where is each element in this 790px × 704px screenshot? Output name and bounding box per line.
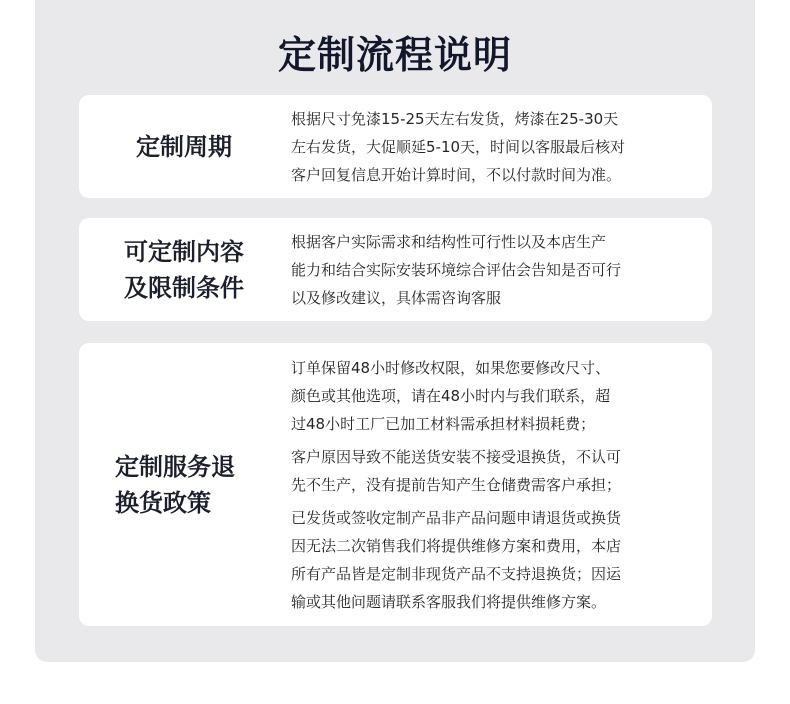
content-panel bbox=[35, 0, 755, 662]
section-paragraph bbox=[291, 105, 694, 189]
section-body bbox=[289, 105, 712, 189]
text-line: 订单保留48小时修改权限，如果您要修改尺寸、 bbox=[291, 358, 611, 377]
section-label bbox=[79, 449, 289, 521]
section-body bbox=[289, 354, 712, 616]
section-label bbox=[79, 234, 289, 306]
text-line: 能力和结合实际安装环境综合评估会告知是否可行 bbox=[291, 260, 622, 279]
section-paragraph bbox=[291, 504, 694, 616]
section-label-line: 定制周期 bbox=[136, 132, 232, 161]
text-line: 颜色或其他选项，请在48小时内与我们联系，超 bbox=[291, 386, 611, 405]
section-card-custom-content bbox=[79, 218, 712, 321]
text-line: 已发货或签收定制产品非产品问题申请退货或换货 bbox=[291, 508, 622, 527]
page-title: 定制流程说明 bbox=[277, 33, 512, 77]
text-line: 客户回复信息开始计算时间，不以付款时间为准。 bbox=[291, 165, 622, 184]
text-line: 以及修改建议，具体需咨询客服 bbox=[291, 288, 502, 307]
section-label bbox=[79, 129, 289, 165]
section-paragraph bbox=[291, 354, 694, 438]
text-line: 根据客户实际需求和结构性可行性以及本店生产 bbox=[291, 232, 607, 251]
text-line: 根据尺寸免漆15-25天左右发货，烤漆在25-30天 bbox=[291, 109, 619, 128]
text-line: 左右发货，大促顺延5-10天，时间以客服最后核对 bbox=[291, 137, 626, 156]
text-line: 输或其他问题请联系客服我们将提供维修方案。 bbox=[291, 592, 607, 611]
section-card-return-policy bbox=[79, 343, 712, 626]
text-line: 过48小时工厂已加工材料需承担材料损耗费； bbox=[291, 414, 596, 433]
section-label-line: 及限制条件 bbox=[124, 273, 244, 302]
section-card-custom-period bbox=[79, 95, 712, 198]
section-label-line: 定制服务退 bbox=[115, 452, 235, 481]
section-label-line: 换货政策 bbox=[115, 488, 211, 517]
text-line: 所有产品皆是定制非现货产品不支持退换货；因运 bbox=[291, 564, 622, 583]
section-body bbox=[289, 228, 712, 312]
text-line: 因无法二次销售我们将提供维修方案和费用，本店 bbox=[291, 536, 622, 555]
text-line: 先不生产，没有提前告知产生仓储费需客户承担； bbox=[291, 475, 622, 494]
section-paragraph bbox=[291, 443, 694, 499]
section-label-line: 可定制内容 bbox=[124, 237, 244, 266]
section-paragraph bbox=[291, 228, 694, 312]
text-line: 客户原因导致不能送货安装不接受退换货，不认可 bbox=[291, 447, 622, 466]
